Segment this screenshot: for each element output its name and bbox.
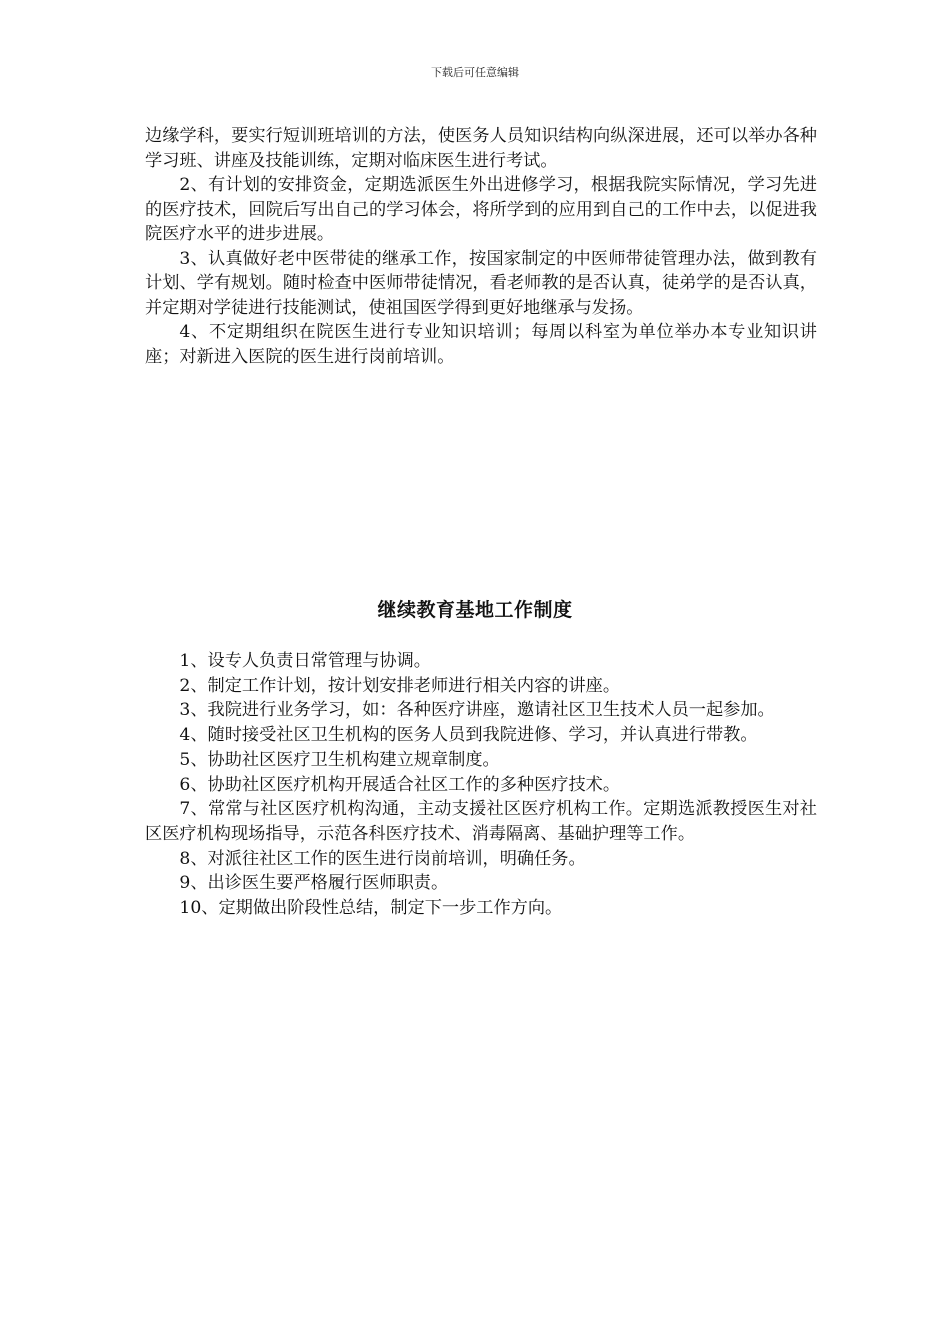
rule-item-8: 8、对派往社区工作的医生进行岗前培训，明确任务。	[179, 848, 586, 869]
paragraph-item-4: 4、不定期组织在院医生进行专业知识培训；每周以科室为单位举办本专业知识讲座；对新进入医院的医生进行岗前培训。	[145, 322, 817, 367]
paragraph-item-3: 3、认真做好老中医带徒的继承工作，按国家制定的中医师带徒管理办法，做到教有计划、学有规划。随时检查中医师带徒情况，看老师教的是否认真，徒弟学的是否认真，并定期对学徒进行技能测试，使祖国医学得到更好地继承与发扬。	[145, 248, 817, 318]
rule-item-3: 3、我院进行业务学习，如：各种医疗讲座，邀请社区卫生技术人员一起参加。	[179, 700, 775, 721]
rule-item-4: 4、随时接受社区卫生机构的医务人员到我院进修、学习，并认真进行带教。	[179, 725, 758, 746]
rule-item-9: 9、出诊医生要严格履行医师职责。	[179, 873, 449, 894]
rule-item-2: 2、制定工作计划，按计划安排老师进行相关内容的讲座。	[179, 675, 621, 696]
rules-list	[145, 649, 817, 921]
rule-item-5: 5、协助社区医疗卫生机构建立规章制度。	[179, 749, 500, 770]
rule-item-10: 10、定期做出阶段性总结，制定下一步工作方向。	[179, 898, 563, 919]
paragraph-continuation: 边缘学科，要实行短训班培训的方法，使医务人员知识结构向纵深进展，还可以举办各种学习班、讲座及技能训练，定期对临床医生进行考试。	[145, 126, 817, 171]
continuation-section	[145, 124, 817, 369]
header-note: 下载后可任意编辑	[431, 66, 519, 79]
rule-item-6: 6、协助社区医疗机构开展适合社区工作的多种医疗技术。	[179, 774, 621, 795]
rule-item-1: 1、设专人负责日常管理与协调。	[179, 651, 431, 671]
rule-item-7: 7、常常与社区医疗机构沟通，主动支援社区医疗机构工作。定期选派教授医生对社区医疗机构现场指导，示范各科医疗技术、消毒隔离、基础护理等工作。	[145, 799, 817, 844]
section-title: 继续教育基地工作制度	[377, 599, 573, 621]
paragraph-item-2: 2、有计划的安排资金，定期选派医生外出进修学习，根据我院实际情况，学习先进的医疗技术，回院后写出自己的学习体会，将所学到的应用到自己的工作中去，以促进我院医疗水平的进步进展。	[145, 175, 817, 244]
